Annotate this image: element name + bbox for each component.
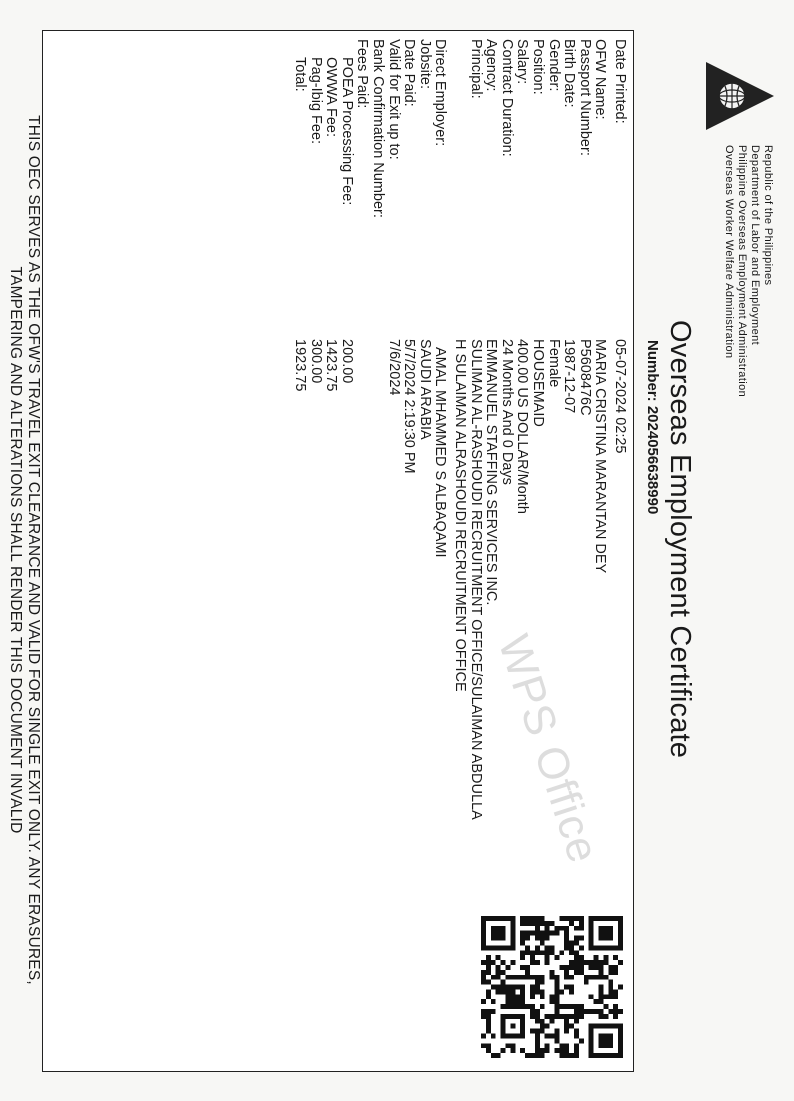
field-label: Position:	[530, 39, 547, 95]
field-value: AMAL MHAMMED S ALBAQAMI	[432, 347, 449, 558]
agency-logo-icon	[704, 60, 776, 132]
field-label: Contract Duration:	[498, 39, 515, 157]
field-value: 200.00	[338, 339, 355, 384]
agency-line: Philippine Overseas Employment Administration	[736, 145, 748, 398]
field-value: SULIMAN AL-RASHOUDI RECRUITMENT OFFICE/SULAIMAN ABDULLA	[467, 339, 484, 820]
field-value: P5608476C	[576, 339, 593, 416]
field-value: Female	[545, 339, 562, 388]
field-value: 05-07-2024 02:25	[612, 339, 628, 454]
field-label: Total:	[292, 57, 309, 92]
field-value: SAUDI ARABIA	[416, 339, 433, 440]
field-label: Bank Confirmation Number:	[370, 39, 387, 218]
certificate-number: Number: 20240566389​90	[644, 340, 661, 515]
field-value: 5/7/2024 2:19:30 PM	[401, 339, 418, 474]
field-value: 1423.75	[323, 339, 340, 392]
agency-line: Department of Labor and Employment	[749, 145, 761, 346]
field-label: Salary:	[514, 39, 531, 85]
agency-line: Republic of the Philippines	[762, 145, 774, 286]
field-value: EMMANUEL STAFFING SERVICES INC.	[483, 339, 500, 606]
document-header	[644, 60, 794, 1060]
field-label: POEA Processing Fee:	[338, 57, 355, 206]
footer-line: THIS OEC SERVES AS THE OFW'S TRAVEL EXIT CLEARANCE AND VALID FOR SINGLE EXIT ONLY. ANY ERASURES,	[25, 115, 42, 985]
field-label: Date Printed:	[612, 39, 628, 124]
watermark: WPS Office	[488, 629, 609, 870]
field-value: 1987-12-07	[561, 339, 578, 414]
footer-notice	[6, 30, 42, 1070]
field-label: Fees Paid:	[354, 39, 371, 109]
certificate-frame	[42, 30, 634, 1072]
field-label: Principal:	[467, 39, 484, 99]
agency-line: Overseas Worker Welfare Administration	[723, 145, 735, 359]
field-label: Date Paid:	[401, 39, 418, 107]
qr-code-icon	[481, 916, 623, 1058]
field-value: MARIA CRISTINA MARANTAN DEY	[592, 339, 609, 574]
field-label: Valid for Exit up to:	[385, 39, 402, 160]
agency-lines	[722, 145, 774, 397]
field-label: Birth Date:	[561, 39, 578, 108]
field-label: OFW Name:	[592, 39, 609, 120]
field-value: 7/6/2024	[385, 339, 402, 396]
field-value: 400.00 US DOLLAR/Month	[514, 339, 531, 514]
field-label: OWWA Fee:	[323, 57, 340, 138]
field-label: Passport Number:	[576, 39, 593, 156]
field-label: Gender:	[545, 39, 562, 92]
certificate-title: Overseas Employment Certificate	[664, 320, 696, 759]
field-value: 300.00	[307, 339, 324, 384]
field-value: HOUSEMAID	[530, 339, 547, 427]
footer-line: TAMPERING AND ALTERATIONS SHALL RENDER THIS DOCUMENT INVALID	[7, 266, 24, 834]
field-value: 1923.75	[292, 339, 309, 392]
field-label: Jobsite:	[416, 39, 433, 89]
field-label: Direct Employer:	[432, 39, 449, 147]
field-label: Agency:	[483, 39, 500, 92]
field-value: H SULAIMAN ALRASHOUDI RECRUITMENT OFFICE	[452, 339, 469, 692]
field-label: Pag-Ibig Fee:	[307, 57, 324, 145]
field-value: 24 Months And 0 Days	[498, 339, 515, 485]
